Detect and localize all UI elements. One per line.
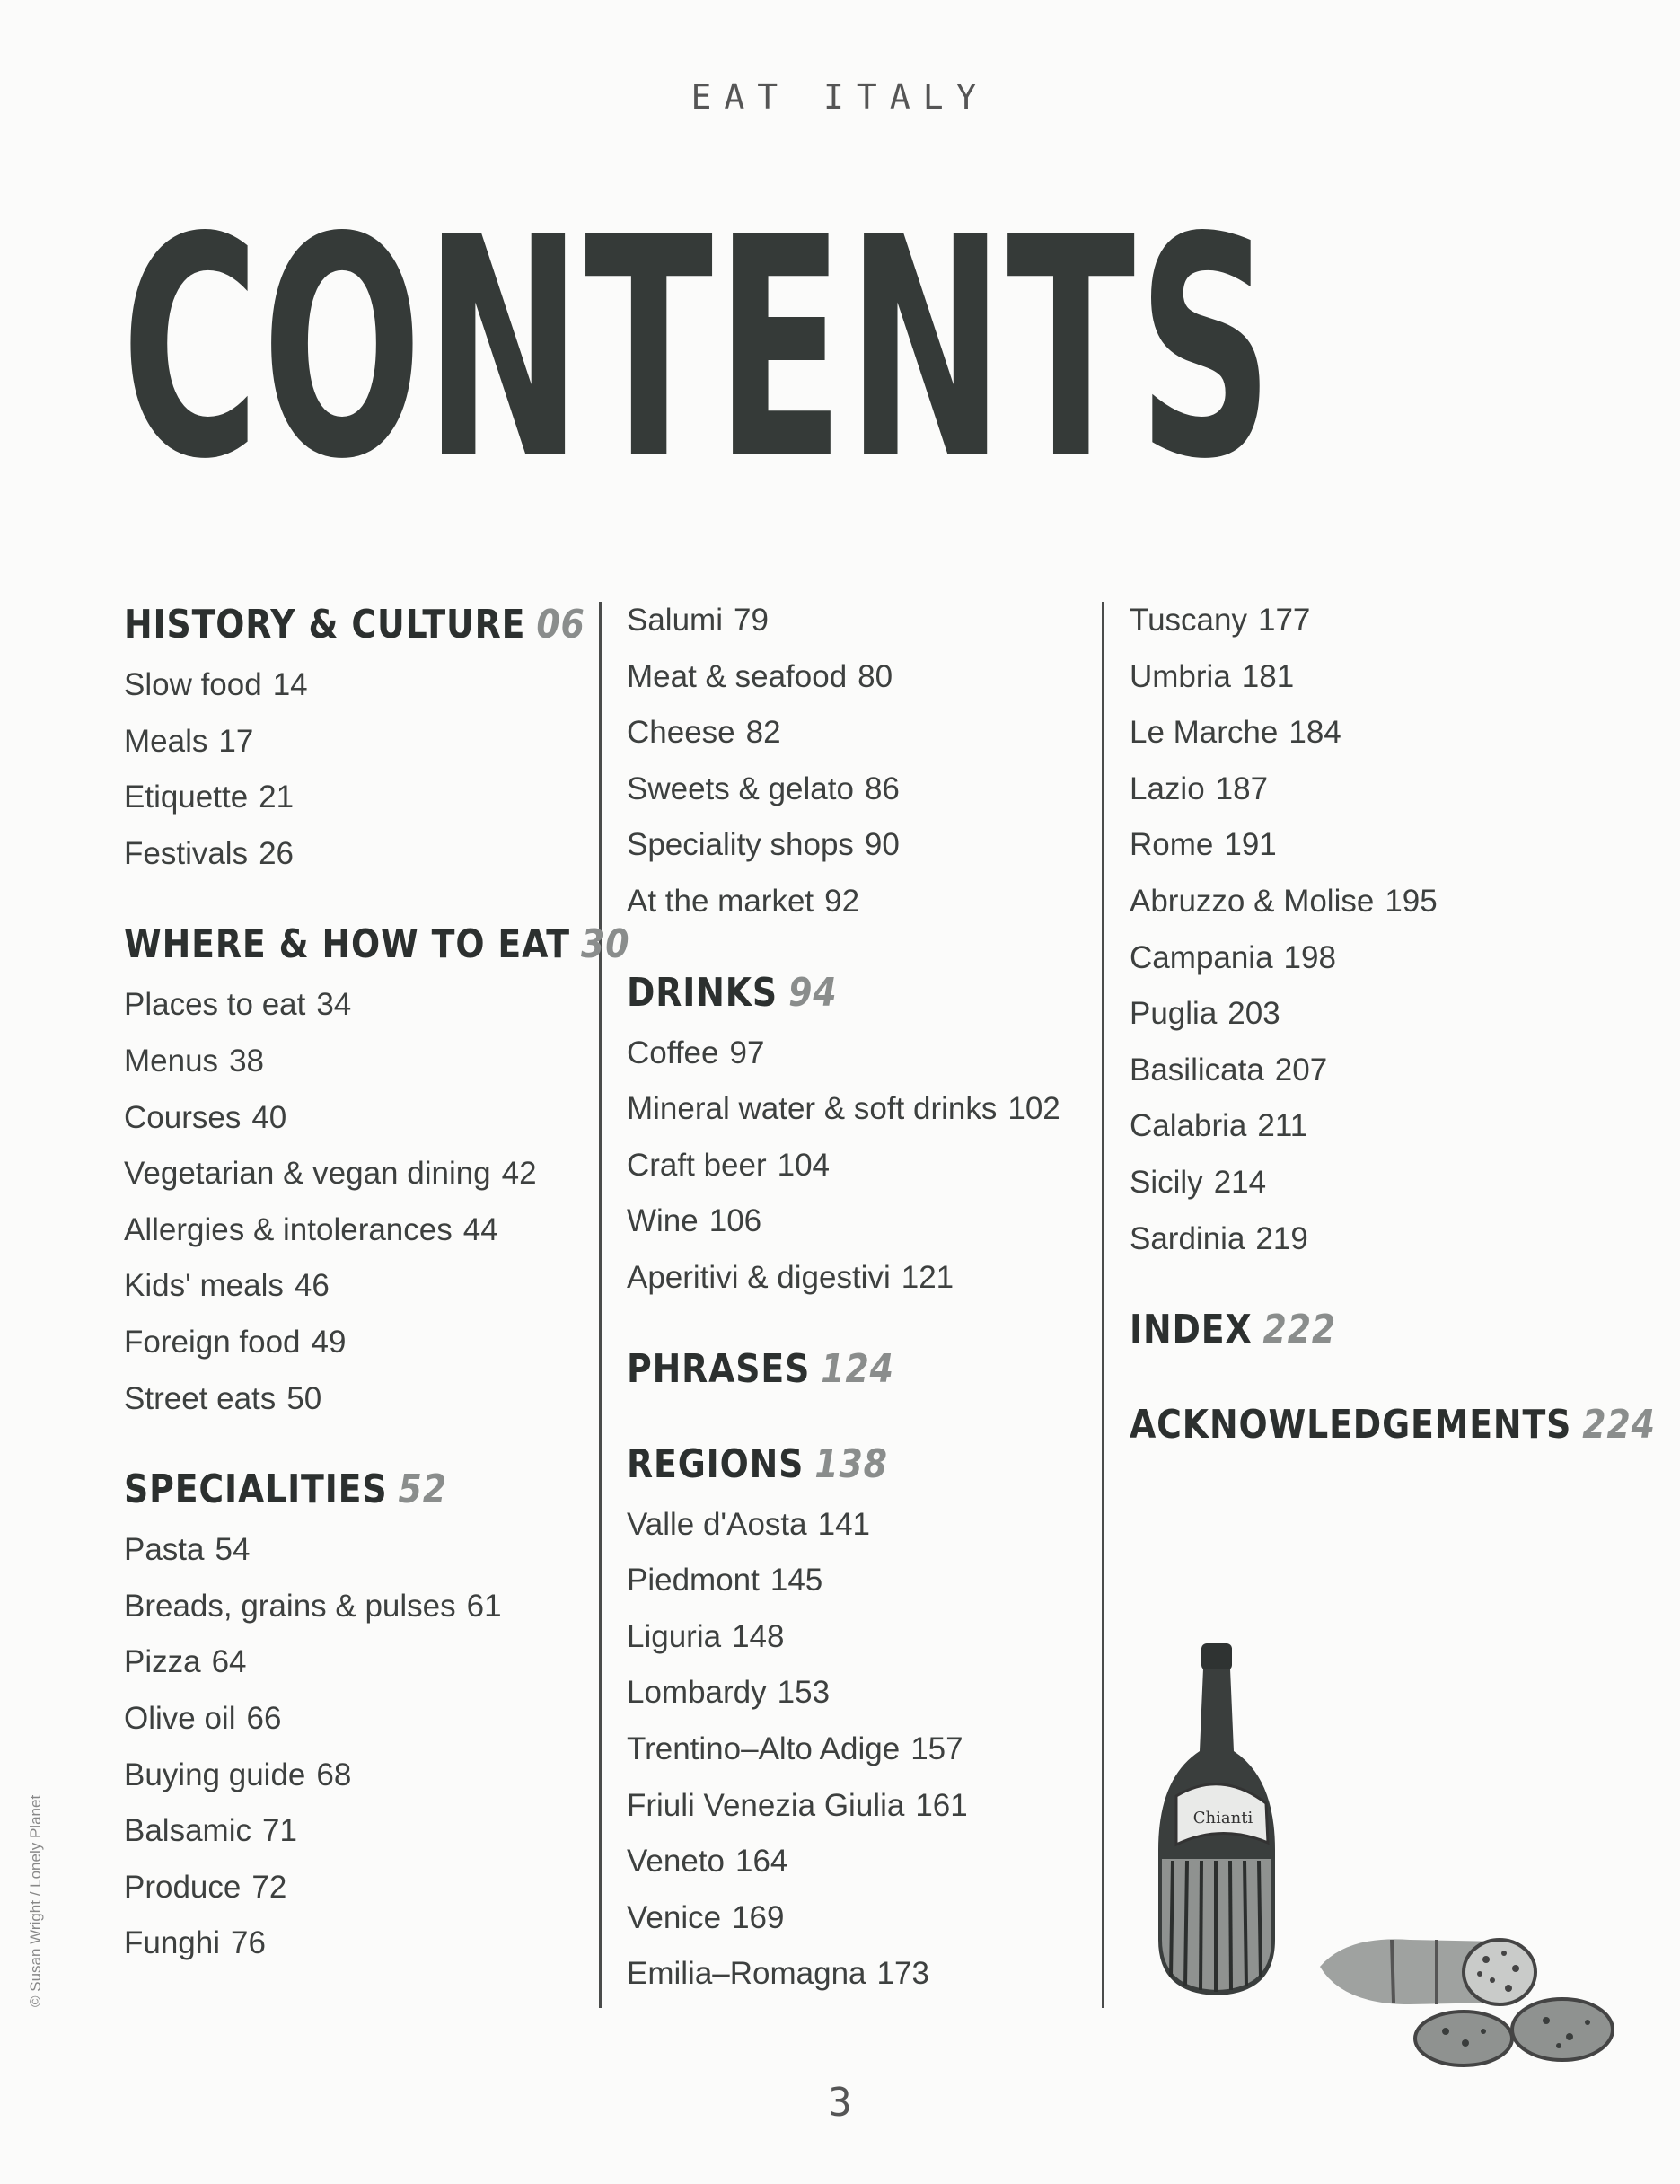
toc-entry-page: 44 — [462, 1211, 498, 1247]
toc-entry-page: 214 — [1213, 1164, 1267, 1200]
toc-entry — [124, 1691, 573, 1748]
section-heading-title: INDEX — [1130, 1307, 1253, 1353]
toc-entry-label: Foreign food — [124, 1324, 301, 1360]
toc-entry-page: 80 — [858, 658, 893, 694]
section-heading-page: 222 — [1262, 1307, 1337, 1353]
toc-entry-label: Lazio — [1130, 771, 1205, 806]
toc-entry-label: Rome — [1130, 827, 1214, 863]
toc-entry — [124, 1803, 573, 1860]
toc-entry — [124, 1034, 573, 1090]
toc-entry-label: Emilia–Romagna — [627, 1956, 866, 1992]
toc-entry-label: Funghi — [124, 1925, 221, 1961]
section-heading — [124, 1457, 510, 1522]
toc-entry — [124, 1146, 573, 1202]
toc-entry-page: 26 — [259, 835, 295, 871]
toc-entry-label: Etiquette — [124, 779, 249, 815]
toc-entry-label: Speciality shops — [627, 827, 854, 863]
toc-entry-page: 173 — [876, 1956, 929, 1992]
toc-entry-page: 164 — [735, 1844, 788, 1880]
toc-entry-label: Wine — [627, 1203, 699, 1239]
toc-entry-label: Veneto — [627, 1844, 725, 1880]
toc-entry-label: Meat & seafood — [627, 658, 848, 694]
toc-entry — [124, 1202, 573, 1259]
toc-entry-label: Breads, grains & pulses — [124, 1588, 456, 1624]
toc-entry-label: Produce — [124, 1869, 242, 1905]
toc-entry-label: Venice — [627, 1899, 722, 1935]
toc-entry — [1130, 705, 1596, 762]
toc-entry-label: At the market — [627, 883, 814, 919]
toc-entry-page: 121 — [901, 1259, 954, 1295]
toc-entry-page: 34 — [316, 987, 352, 1023]
toc-entry — [1130, 649, 1596, 706]
toc-entry-page: 198 — [1283, 939, 1336, 975]
toc-entry — [124, 770, 573, 826]
toc-entry-label: Balsamic — [124, 1813, 251, 1849]
photo-credit: © Susan Wright / Lonely Planet — [27, 1794, 44, 2007]
toc-entry-page: 82 — [745, 715, 781, 751]
toc-entry-page: 169 — [732, 1899, 785, 1935]
toc-entry-label: Street eats — [124, 1380, 277, 1416]
chianti-bottle-icon — [1158, 1643, 1275, 1995]
toc-entry-label: Sicily — [1130, 1164, 1203, 1200]
toc-entry-page: 157 — [910, 1730, 963, 1766]
toc-entry-label: Piedmont — [627, 1563, 760, 1598]
toc-entry — [627, 1890, 1094, 1947]
toc-entry — [627, 1778, 1094, 1835]
toc-entry-label: Craft beer — [627, 1147, 767, 1183]
toc-entry-label: Mineral water & soft drinks — [627, 1091, 998, 1127]
section-heading — [124, 593, 585, 657]
toc-entry — [124, 1258, 573, 1315]
toc-entry-page: 187 — [1215, 771, 1269, 806]
toc-entry — [627, 1497, 1094, 1554]
toc-entry-page: 68 — [316, 1757, 352, 1792]
toc-entry-page: 21 — [259, 779, 295, 815]
toc-entry-label: Salumi — [627, 603, 723, 638]
section-heading-page: 52 — [398, 1466, 447, 1513]
section-heading — [627, 1432, 1028, 1497]
toc-entry — [1130, 1155, 1596, 1211]
toc-entry-page: 161 — [915, 1787, 968, 1823]
toc-entry-label: Olive oil — [124, 1700, 236, 1736]
toc-entry — [627, 1081, 1094, 1138]
toc-entry-label: Coffee — [627, 1035, 719, 1070]
toc-entry-page: 102 — [1007, 1091, 1060, 1127]
toc-entry-label: Courses — [124, 1099, 242, 1135]
toc-entry-label: Abruzzo & Molise — [1130, 883, 1375, 919]
toc-entry — [124, 1579, 573, 1635]
toc-entry — [1130, 817, 1596, 874]
toc-entry-page: 148 — [732, 1618, 785, 1654]
toc-entry-label: Slow food — [124, 667, 262, 702]
toc-entry-label: Pizza — [124, 1644, 201, 1680]
toc-entry-label: Meals — [124, 723, 208, 759]
toc-entry-page: 90 — [864, 827, 900, 863]
section-heading — [1130, 1393, 1656, 1457]
toc-entry-label: Basilicata — [1130, 1052, 1264, 1088]
toc-entry-page: 145 — [770, 1563, 823, 1598]
toc-entry — [1130, 1211, 1596, 1268]
page-number: 3 — [828, 2080, 852, 2126]
toc-entry-label: Umbria — [1130, 658, 1231, 694]
section-heading-page: 124 — [821, 1345, 894, 1392]
toc-entry-label: Allergies & intolerances — [124, 1211, 453, 1247]
toc-entry-label: Le Marche — [1130, 715, 1279, 751]
toc-entry-page: 191 — [1224, 827, 1277, 863]
toc-entry — [1130, 1098, 1596, 1155]
toc-entry — [627, 874, 1094, 930]
toc-entry — [627, 1553, 1094, 1609]
toc-column-2 — [627, 593, 1094, 2003]
wine-and-salami-illustration — [1140, 1643, 1643, 2074]
section-heading — [1130, 1298, 1531, 1362]
toc-entry — [627, 1250, 1094, 1307]
toc-entry-label: Campania — [1130, 939, 1273, 975]
toc-entry-label: Puglia — [1130, 996, 1218, 1032]
toc-entry-page: 177 — [1257, 603, 1311, 638]
toc-entry — [1130, 593, 1596, 649]
toc-entry-page: 38 — [229, 1043, 264, 1079]
page-title: CONTENTS — [121, 172, 1276, 525]
toc-entry — [124, 714, 573, 771]
section-heading-title: REGIONS — [627, 1440, 805, 1487]
toc-entry — [1130, 1043, 1596, 1099]
toc-entry-page: 14 — [272, 667, 308, 702]
toc-entry-page: 46 — [294, 1268, 330, 1304]
toc-entry — [1130, 874, 1596, 930]
section-heading-page: 30 — [581, 921, 630, 968]
toc-entry-page: 203 — [1227, 996, 1280, 1032]
section-heading-title: ACKNOWLEDGEMENTS — [1130, 1402, 1572, 1449]
column-divider — [599, 602, 602, 2008]
toc-entry-page: 106 — [708, 1203, 762, 1239]
toc-entry — [124, 1915, 573, 1972]
toc-entry — [124, 657, 573, 714]
toc-entry-label: Friuli Venezia Giulia — [627, 1787, 905, 1823]
salami-icon — [1320, 1939, 1613, 2065]
toc-entry-page: 92 — [824, 883, 860, 919]
toc-entry — [627, 1722, 1094, 1778]
toc-entry-page: 104 — [777, 1147, 831, 1183]
toc-entry-page: 207 — [1274, 1052, 1328, 1088]
section-heading-title: DRINKS — [627, 969, 778, 1016]
toc-entry-page: 219 — [1255, 1220, 1308, 1256]
toc-entry-page: 211 — [1257, 1108, 1308, 1144]
toc-entry — [124, 977, 573, 1034]
toc-entry — [1130, 762, 1596, 818]
section-heading-page: 94 — [788, 969, 838, 1016]
toc-entry-page: 40 — [251, 1099, 287, 1135]
toc-entry-label: Calabria — [1130, 1108, 1247, 1144]
toc-entry-page: 17 — [218, 723, 254, 759]
toc-entry — [627, 1665, 1094, 1722]
toc-entry — [627, 1138, 1094, 1194]
toc-entry — [124, 1634, 573, 1691]
toc-entry-label: Menus — [124, 1043, 219, 1079]
toc-entry-page: 49 — [311, 1324, 347, 1360]
toc-entry-page: 184 — [1289, 715, 1341, 751]
toc-entry — [1130, 986, 1596, 1043]
toc-entry-page: 141 — [817, 1506, 871, 1542]
toc-entry-label: Buying guide — [124, 1757, 306, 1792]
svg-text:Chianti: Chianti — [1192, 1809, 1253, 1827]
toc-entry-label: Sardinia — [1130, 1220, 1245, 1256]
section-heading-title: SPECIALITIES — [124, 1466, 388, 1513]
toc-entry-label: Valle d'Aosta — [627, 1506, 807, 1542]
toc-entry-label: Liguria — [627, 1618, 722, 1654]
section-heading-title: HISTORY & CULTURE — [124, 602, 526, 647]
toc-entry-page: 54 — [215, 1532, 251, 1568]
toc-entry-page: 66 — [246, 1700, 282, 1736]
toc-entry — [124, 1860, 573, 1916]
toc-column-1 — [124, 593, 630, 1972]
toc-entry-page: 86 — [864, 771, 900, 806]
toc-entry-label: Lombardy — [627, 1675, 767, 1711]
toc-entry-page: 195 — [1385, 883, 1438, 919]
toc-entry — [124, 1315, 573, 1371]
toc-entry — [627, 593, 1094, 649]
toc-entry — [627, 1946, 1094, 2003]
toc-entry-label: Cheese — [627, 715, 735, 751]
toc-entry-page: 181 — [1241, 658, 1295, 694]
toc-entry — [627, 762, 1094, 818]
toc-entry-label: Trentino–Alto Adige — [627, 1730, 901, 1766]
toc-entry — [124, 826, 573, 883]
toc-entry-page: 50 — [286, 1380, 322, 1416]
toc-entry-page: 42 — [501, 1156, 537, 1192]
toc-column-3 — [1130, 593, 1656, 1457]
toc-entry — [627, 705, 1094, 762]
toc-entry — [124, 1371, 573, 1428]
toc-entry-page: 97 — [729, 1035, 765, 1070]
section-heading — [124, 912, 630, 977]
toc-entry — [1130, 930, 1596, 987]
toc-entry — [627, 1834, 1094, 1890]
section-heading-page: 138 — [814, 1440, 888, 1487]
toc-entry-page: 71 — [261, 1813, 297, 1849]
section-heading-page: 224 — [1582, 1402, 1656, 1449]
column-divider — [1102, 602, 1104, 2008]
section-heading — [627, 961, 1028, 1026]
toc-entry — [124, 1748, 573, 1804]
toc-entry — [124, 1522, 573, 1579]
toc-entry-label: Sweets & gelato — [627, 771, 854, 806]
running-head: EAT ITALY — [690, 77, 990, 117]
toc-entry-page: 153 — [777, 1675, 831, 1711]
section-heading-title: WHERE & HOW TO EAT — [124, 921, 570, 968]
toc-entry — [627, 649, 1094, 706]
toc-entry — [627, 1193, 1094, 1250]
toc-entry-page: 79 — [733, 603, 769, 638]
toc-entry-label: Pasta — [124, 1532, 205, 1568]
section-heading-page: 06 — [536, 602, 585, 647]
toc-entry-page: 76 — [231, 1925, 266, 1961]
toc-entry-label: Festivals — [124, 835, 249, 871]
section-heading-title: PHRASES — [627, 1345, 811, 1392]
toc-entry — [627, 817, 1094, 874]
toc-entry — [124, 1090, 573, 1147]
toc-entry-page: 72 — [251, 1869, 287, 1905]
toc-entry — [627, 1609, 1094, 1666]
toc-entry-label: Tuscany — [1130, 603, 1247, 638]
toc-entry-label: Vegetarian & vegan dining — [124, 1156, 491, 1192]
toc-entry-label: Places to eat — [124, 987, 306, 1023]
section-heading — [627, 1337, 1028, 1402]
toc-entry-page: 61 — [466, 1588, 502, 1624]
toc-entry-label: Aperitivi & digestivi — [627, 1259, 891, 1295]
toc-entry — [627, 1026, 1094, 1082]
toc-entry-page: 64 — [211, 1644, 247, 1680]
toc-entry-label: Kids' meals — [124, 1268, 284, 1304]
